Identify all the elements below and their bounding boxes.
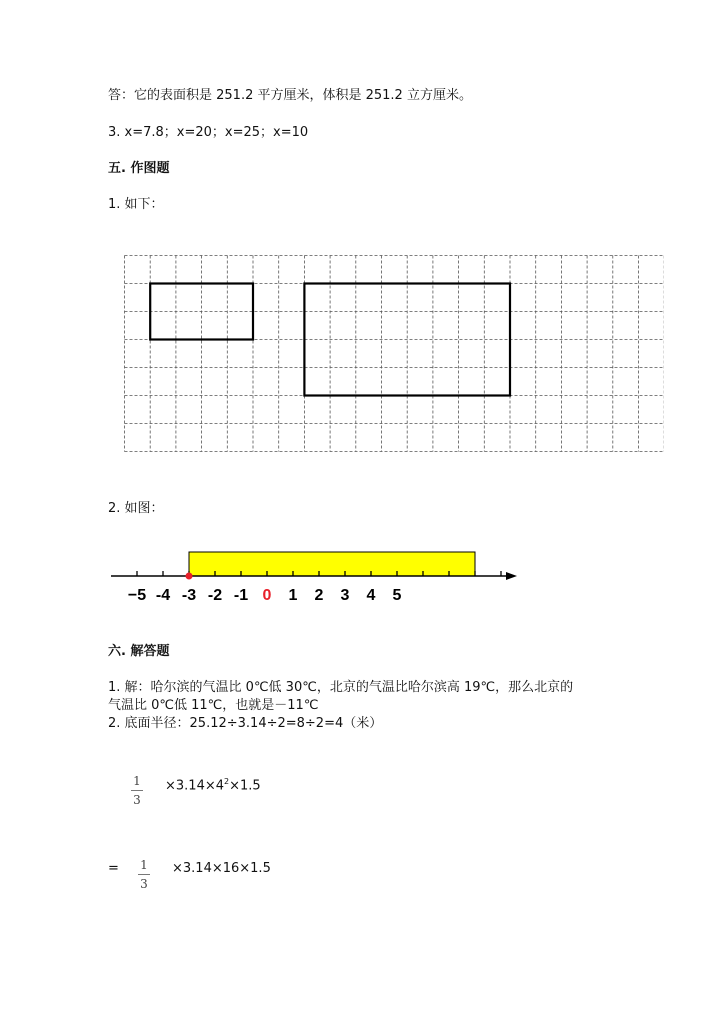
- fraction-one-third-2: [137, 858, 151, 891]
- expr-part-2: ×1.5: [229, 778, 261, 794]
- solution-1-line-2: 气温比 0℃低 11℃，也就是－11℃: [108, 698, 319, 713]
- tick-label: 0: [262, 587, 272, 604]
- fraction-denominator: 3: [133, 793, 141, 807]
- fraction-one-third: [130, 774, 144, 807]
- solution-2-line-1: 2. 底面半径：25.12÷3.14÷2=8÷2=4（米）: [108, 716, 383, 731]
- highlight-region: [189, 552, 475, 576]
- tick-label: 5: [392, 587, 402, 604]
- tick-label: 1: [288, 587, 298, 604]
- solutions-line: 3. x=7.8；x=20；x=25；x=10: [108, 125, 309, 140]
- section-heading-solutions: 六. 解答题: [108, 644, 170, 659]
- tick-label: -1: [233, 587, 249, 604]
- section-heading-drawing: 五. 作图题: [108, 161, 170, 176]
- tick-label: -4: [155, 587, 171, 604]
- answer-text: 答：它的表面积是 251.2 平方厘米，体积是 251.2 立方厘米。: [108, 88, 472, 103]
- tick-label: 3: [340, 587, 350, 604]
- fraction-bar: [131, 790, 143, 791]
- number-line: [105, 545, 525, 610]
- grid-figure: [124, 255, 664, 455]
- question-label-2: 2. 如图：: [108, 501, 164, 516]
- tick-label: 2: [314, 587, 324, 604]
- fraction-numerator: 1: [140, 858, 148, 872]
- expr-part-1: ×3.14×4: [165, 778, 225, 794]
- tick-label: -2: [207, 587, 223, 604]
- tick-label: -3: [181, 587, 197, 604]
- fraction-numerator: 1: [133, 774, 141, 788]
- fraction-denominator: 3: [140, 877, 148, 891]
- equals-sign: =: [108, 861, 119, 876]
- fraction-bar: [138, 874, 150, 875]
- arrow-icon: [506, 572, 517, 580]
- marked-point: [186, 573, 193, 580]
- volume-expression-2: ×3.14×16×1.5: [172, 861, 271, 876]
- tick-label: 4: [366, 587, 376, 604]
- solution-1-line-1: 1. 解：哈尔滨的气温比 0℃低 30℃，北京的气温比哈尔滨高 19℃，那么北京的: [108, 680, 574, 695]
- exponent: 2: [224, 777, 230, 786]
- tick-label: −5: [127, 587, 147, 604]
- question-label-1: 1. 如下：: [108, 197, 164, 212]
- volume-expression-1: [165, 777, 261, 793]
